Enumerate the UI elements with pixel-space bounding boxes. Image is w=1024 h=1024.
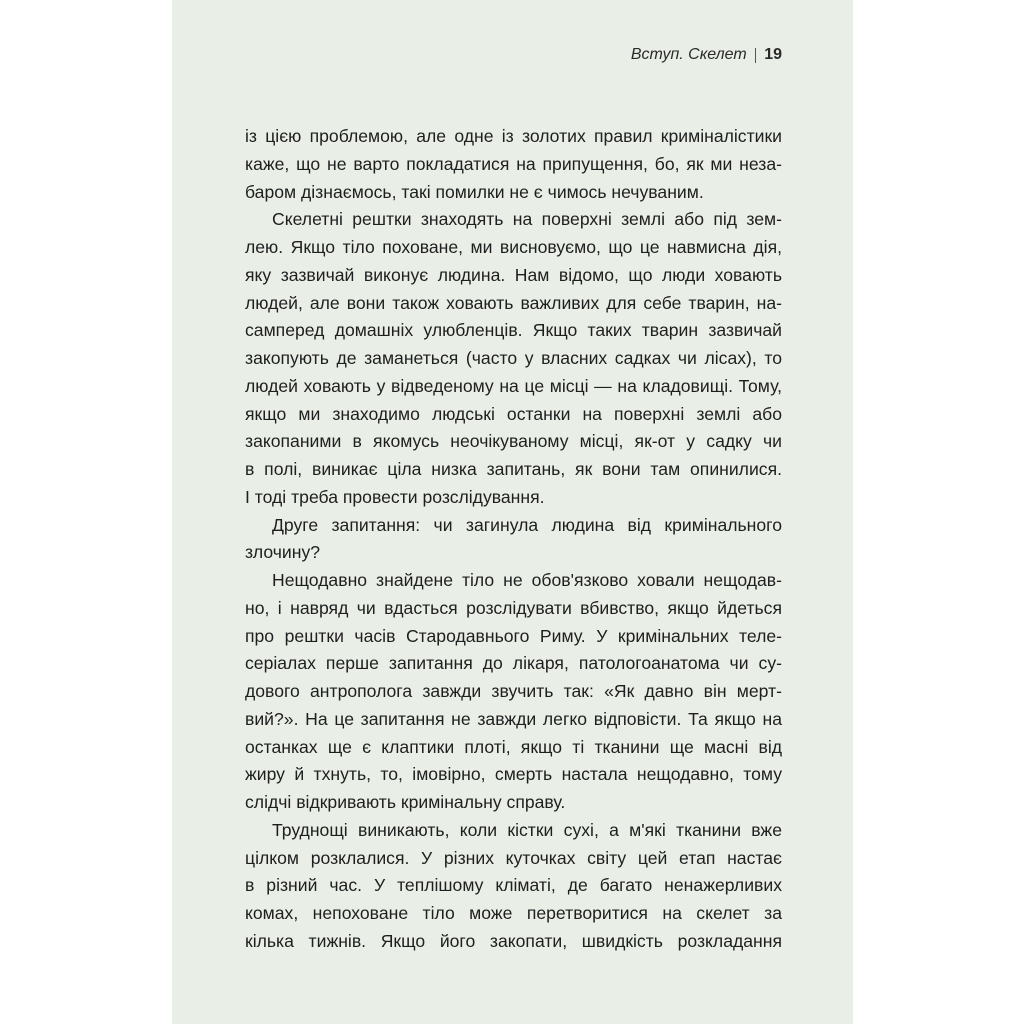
text-line: І тоді треба провести розслідування.	[245, 486, 545, 507]
text-line: останках ще є клаптики плоті, якщо ті тканини ще масні від	[245, 736, 782, 757]
text-line: в різний час. У теплішому кліматі, де багато ненажерливих	[245, 875, 782, 896]
text-line: но, і навряд чи вдасться розслідувати вбивство, якщо йдеться	[245, 597, 782, 618]
text-line: із цією проблемою, але одне із золотих правил криміналістики	[245, 126, 782, 146]
text-line: дового антрополога завжди звучить так: «Як давно він мерт-	[245, 681, 782, 701]
text-line: злочину?	[245, 542, 321, 563]
text-line: в полі, виникає ціла низка запитань, як вони там опинилися.	[245, 459, 782, 479]
paragraph	[245, 567, 782, 817]
text-line: каже, що не варто покладатися на припущення, бо, як ми неза-	[245, 153, 782, 174]
text-line: Труднощі виникають, коли кістки сухі, а м'які тканини вже	[272, 819, 782, 840]
paragraph	[245, 206, 782, 511]
chapter-title: Вступ. Скелет	[630, 46, 747, 63]
paragraph	[245, 817, 782, 956]
text-line: лею. Якщо тіло поховане, ми висновуємо, що це навмисна дія,	[245, 237, 782, 257]
text-line: кілька тижнів. Якщо його закопати, швидкість розкладання	[245, 930, 782, 951]
text-line: самперед домашніх улюбленців. Якщо таких тварин зазвичай	[245, 320, 782, 341]
text-line: якщо ми знаходимо людські останки на поверхні землі або	[245, 403, 782, 424]
body-text	[245, 123, 782, 956]
text-line: людей, але вони також ховають важливих для себе тварин, на-	[245, 292, 782, 313]
text-line: серіалах перше запитання до лікаря, патологоанатома чи су-	[245, 653, 782, 674]
text-line: Нещодавно знайдене тіло не обов'язково ховали нещодав-	[272, 570, 782, 590]
text-line: людей ховають у відведеному на це місці — на кладовищі. Тому,	[245, 375, 782, 396]
paragraph	[245, 123, 782, 206]
text-line: про рештки часів Стародавнього Риму. У кримінальних теле-	[245, 625, 782, 646]
text-line: комах, непоховане тіло може перетворитися на скелет за	[245, 903, 782, 923]
text-line: закопують де заманеться (часто у власних садках чи лісах), то	[245, 348, 782, 368]
text-line: цілком розклалися. У різних куточках світу цей етап настає	[245, 847, 782, 868]
text-line: Скелетні рештки знаходять на поверхні землі або під зем-	[272, 209, 782, 230]
text-line: закопаними в якомусь неочікуваному місці, як-от у садку чи	[245, 431, 782, 452]
paragraph	[245, 512, 782, 568]
page-number: 19	[764, 46, 782, 63]
running-header	[631, 46, 782, 64]
text-line: яку зазвичай виконує людина. Нам відомо, що люди ховають	[245, 264, 782, 285]
text-line: вий?». На це запитання не завжди легко відповісти. Та якщо на	[245, 708, 782, 729]
text-line: слідчі відкривають кримінальну справу.	[245, 792, 566, 812]
text-line: баром дізнаємось, такі помилки не є чимось нечуваним.	[245, 181, 704, 202]
header-divider	[755, 48, 757, 63]
book-page	[172, 0, 853, 1024]
text-line: Друге запитання: чи загинула людина від кримінального	[272, 514, 782, 535]
text-line: жиру й тхнуть, то, імовірно, смерть настала нещодавно, тому	[245, 764, 782, 785]
